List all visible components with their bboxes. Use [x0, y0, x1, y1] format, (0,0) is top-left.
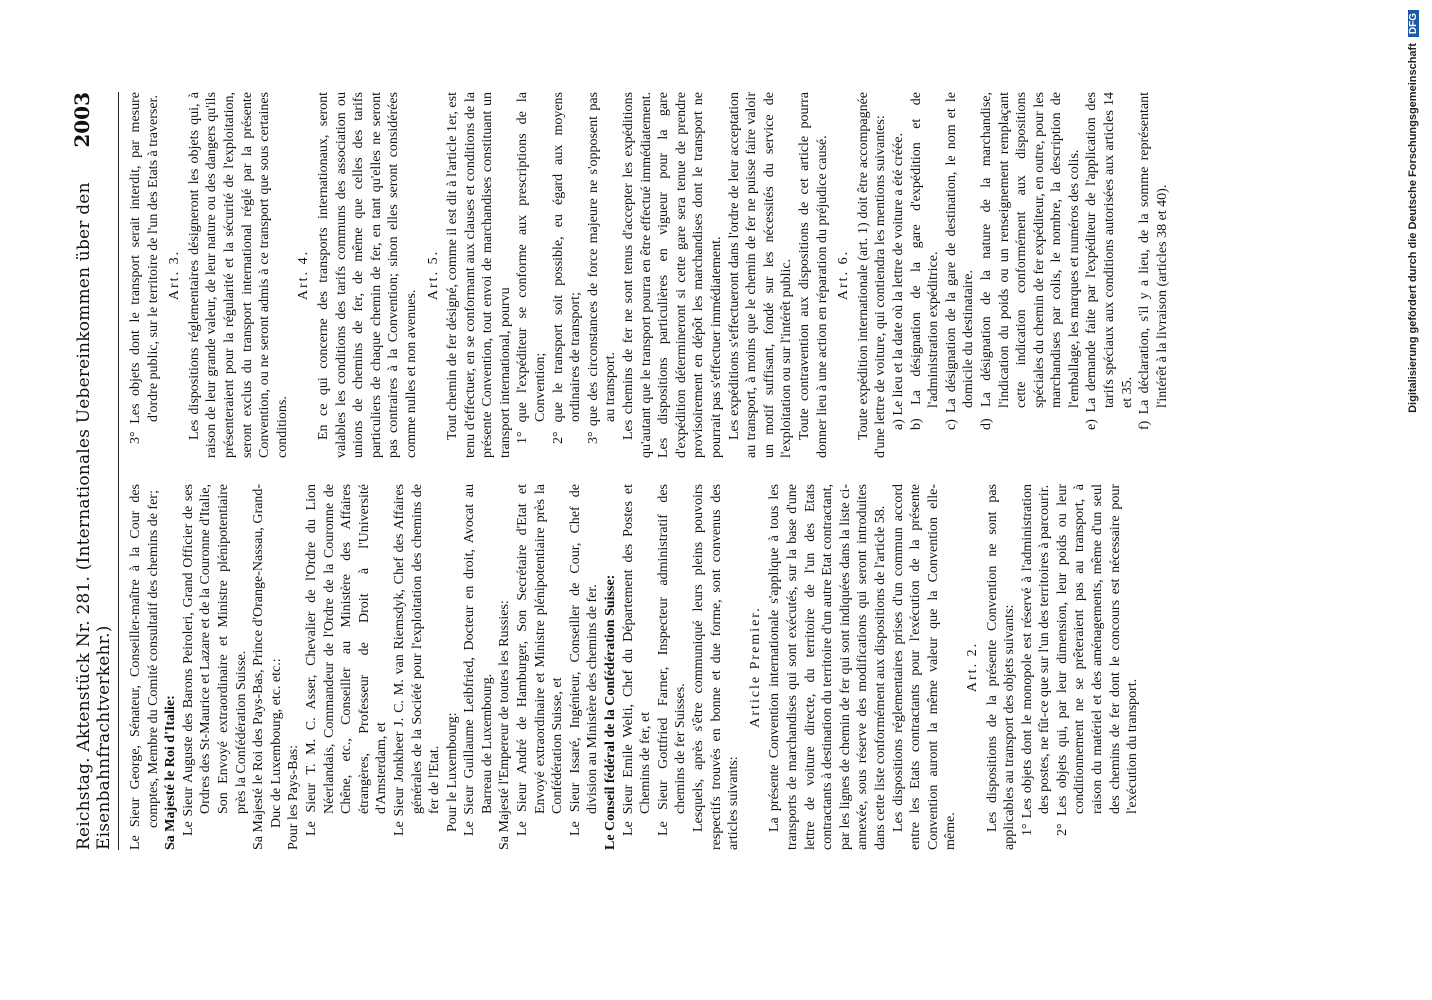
paragraph: Le Sieur Auguste des Barons Peiroleri, Grand Officier de ses Ordres des St-Maurice et Lazare et de la Couronne d'Italie, Son Envoyé extraordinaire et Ministre plénipotentiaire près la Confédération Suisse. — [180, 484, 249, 836]
list-item: c) La désignation de la gare de destination, le nom et le domicile du destinataire. — [943, 92, 977, 430]
list-item: a) Le lieu et la date où la lettre de voiture a été créée. — [890, 133, 906, 430]
right-column — [127, 92, 1171, 458]
page-number: 2003 — [70, 92, 94, 148]
list-item: 2° que le transport soit possible, eu égard aux moyens ordinaires de transport; — [550, 92, 584, 444]
list-item: d) La désignation de la nature de la marchandise, l'indication du poids ou un renseignement remplaçant cette indication conformément aux dispositions spéciales du chemin de fer expéditeur, en outre, pour les marchandises par colis, le nombre, la description de l'emballage, les marques et numéros des colis. — [978, 92, 1082, 430]
paragraph: Le Sieur Guillaume Leibfried, Docteur en droit, Avocat au Barreau de Luxembourg. — [462, 484, 495, 836]
list-item: 3° que des circonstances de force majeure ne s'opposent pas au transport. — [585, 92, 619, 444]
dfg-logo: DFG — [1408, 10, 1419, 37]
text-columns — [127, 92, 1171, 850]
list-item: 1° Les objets dont le monopole est réservé à l'administration des postes, ne fût-ce que sur l'un des territoires à parcourir. — [1019, 484, 1053, 836]
paragraph: Le Sieur Emile Welti, Chef du Département des Postes et Chemins de fer, et — [620, 484, 654, 836]
digitization-note — [1400, 10, 1426, 985]
paragraph: Pour le Luxembourg: — [444, 712, 460, 832]
paragraph: Le Sieur Jonkheer J. C. M. van Riemsdyk, Chef des Affaires générales de la Société pour l'exploitation des chemins de fer de l'Etat. — [391, 484, 443, 836]
paragraph: Le Sieur Gottfried Farner, Inspecteur administratif des chemins de fer Suisses. — [655, 484, 689, 836]
list-item: 1° que l'expéditeur se conforme aux prescriptions de la Convention; — [515, 92, 549, 444]
paragraph: Sa Majesté l'Empereur de toutes les Russies: — [497, 600, 513, 850]
paragraph: Toute contravention aux dispositions de cet article pourra donner lieu à une action en réparation du préjudice causé. — [796, 92, 830, 458]
paragraph: Le Sieur Issaré, Ingénieur, Conseiller de Cour, Chef de division au Ministère des chemins de fer. — [567, 484, 601, 836]
paragraph: Lesquels, après s'être communiqué leurs pleins pouvoirs respectifs trouvés en bonne et due forme, sont convenus des articles suivants: — [691, 484, 742, 850]
paragraph: Tout chemin de fer désigné, comme il est dit à l'article 1er, est tenu d'effectuer, en se conformant aux clauses et conditions de la présente Convention, tout envoi de marchandises constituant un transport international, pourvu — [445, 92, 513, 458]
paragraph: Les expéditions s'effectueront dans l'ordre de leur acceptation au transport, à moins que le chemin de fer ne puisse faire valoir un motif suffisant, fondé sur les nécessités du service de l'exploitation ou sur l'intérêt public. — [726, 92, 795, 458]
paragraph: Toute expédition internationale (art. 1) doit être accompagnée d'une lettre de voiture, qui contiendra les mentions suivantes: — [855, 92, 889, 458]
digitization-note-text: Digitalisierung gefördert durch die Deutsche Forschungsgemeinschaft — [1407, 43, 1419, 413]
article-heading: Art. 2. — [964, 641, 980, 693]
page-header — [70, 92, 119, 850]
article-heading: Art. 3. — [167, 249, 183, 301]
paragraph: Sa Majesté le Roi des Pays-Bas, Prince d'Orange-Nassau, Grand-Duc de Luxembourg, etc. etc.: — [251, 484, 284, 850]
list-item: b) La désignation de la gare d'expédition et de l'administration expéditrice. — [908, 92, 942, 430]
list-item: f) La déclaration, s'il y a lieu, de la somme représentant l'intérêt à la livraison (articles 38 et 40). — [1137, 92, 1170, 430]
paragraph: Les dispositions de la présente Convention ne sont pas applicables au transport des objets suivants: — [984, 484, 1018, 850]
article-heading: Art. 4. — [296, 249, 312, 301]
list-item: e) La demande faite par l'expéditeur de l'application des tarifs spéciaux aux conditions autorisées aux articles 14 et 35. — [1084, 92, 1135, 430]
digitization-note-text-wrap — [1400, 10, 1426, 985]
paragraph: Pour les Pays-Bas: — [286, 745, 302, 850]
paragraph: Le Sieur T. M. C. Asser, Chevalier de l'Ordre du Lion Néerlandais, Commandeur de l'Ordre de la Couronne de Chêne, etc., Conseiller au Ministère des Affaires étrangères, Professeur de Droit à l'Université d'Amsterdam, et — [303, 484, 390, 836]
paragraph: Les dispositions réglementaires désigneront les objets qui, à raison de leur grande valeur, de leur nature ou des dangers qu'ils présenteraient pour la régularité et la sécurité de l'exploitation, seront exclus du transport international réglé par la présente Convention, ou ne seront admis à ce transport que sous certaines conditions. — [186, 92, 290, 458]
list-item: 2° Les objets qui, par leur dimension, leur poids ou leur conditionnement ne se prêteraient pas au transport, à raison du matériel et des aménagements, même d'un seul des chemins de fer dont le concours est nécessaire pour l'exécution du transport. — [1054, 484, 1141, 836]
paragraph: Sa Majesté le Roi d'Italie: — [163, 695, 179, 850]
paragraph: Le Sieur George, Sénateur, Conseiller-maître à la Cour des comptes, Membre du Comité consultatif des chemins de fer; — [128, 484, 161, 850]
paragraph: La présente Convention internationale s'applique à tous les transports de marchandises qui sont exécutés, sur la base d'une lettre de voiture directe, du territoire de l'un des Etats contractants à destination du territoire d'un autre Etat contractant, par les lignes de chemin de fer qui sont indiquées dans la liste ci-annexée, sous réserve des modifications qui seront introduites dans cette liste conformément aux dispositions de l'article 58. — [767, 484, 888, 850]
left-column — [127, 484, 1171, 850]
paragraph: Le Sieur André de Hamburger, Son Secrétaire d'Etat et Envoyé extraordinaire et Ministre plénipotentiaire près la Confédération Suisse, et — [515, 484, 566, 836]
paragraph: Le Conseil fédéral de la Confédération Suisse: — [603, 574, 619, 850]
paragraph: En ce qui concerne des transports internationaux, seront valables les conditions des tarifs communs des association ou unions de chemins de fer, de même que celles des tarifs particuliers de chaque chemin de fer, en tant qu'elles ne seront pas contraires à la Convention; sinon elles seront considérées comme nulles et non avenues. — [315, 92, 419, 458]
article-heading: Art. 6. — [836, 249, 852, 301]
paragraph: Les dispositions réglementaires prises d'un commun accord entre les Etats contractants pour l'exécution de la présente Convention auront la même valeur que la Convention elle-même. — [890, 484, 959, 850]
paragraph: Les chemins de fer ne sont tenus d'accepter les expéditions qu'autant que le transport pourra en être effectué immédiatement. Les dispositions particulières en vigueur pour la gare d'expédition détermineront si cette gare sera tenue de prendre provisoirement en dépôt les marchandises dont le transport ne pourrait pas s'effectuer immédiatement. — [621, 92, 724, 458]
running-title: Reichstag. Aktenstück Nr. 281. (Internationales Uebereinkommen über den Eisenbahnfrachtverkehr.) — [74, 182, 114, 850]
article-heading: Article Premier. — [747, 606, 763, 728]
article-heading: Art. 5. — [425, 249, 441, 301]
list-item: 3° Les objets dont le transport serait interdit, par mesure d'ordre public, sur le territoire de l'un des Etats à traverser. — [128, 92, 161, 444]
